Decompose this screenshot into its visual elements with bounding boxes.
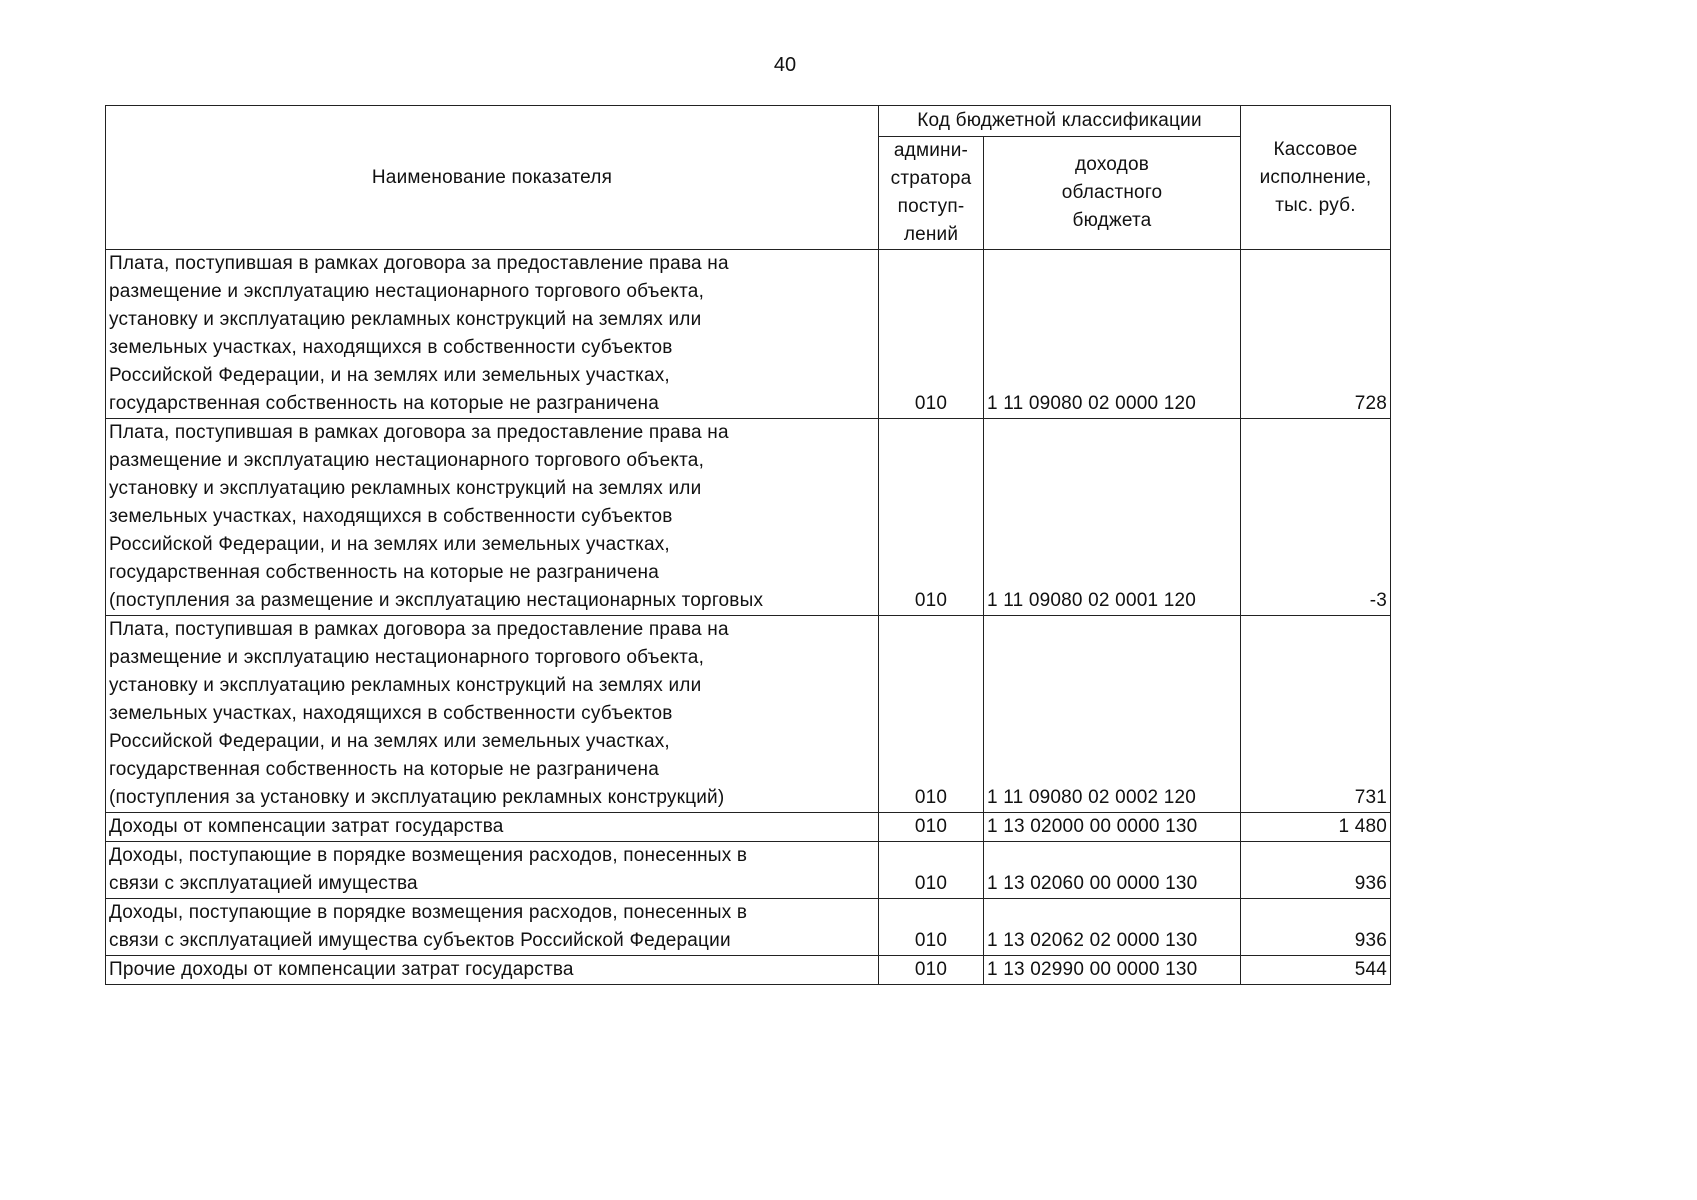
row-amount: 731 [1241,616,1391,813]
header-indicator-name: Наименование показателя [106,106,879,250]
row-indicator-name: Доходы, поступающие в порядке возмещения расходов, понесенных в связи с эксплуатацией имущества [106,842,879,899]
table-row [106,842,1391,899]
row-administrator-code: 010 [879,250,984,419]
table-row [106,616,1391,813]
row-indicator-name: Плата, поступившая в рамках договора за предоставление права на размещение и эксплуатацию нестационарного торгового объекта, установку и эксплуатацию рекламных конструкций на землях или земельных участках, находящихся в собственности субъектов Российской Федерации, и на землях или земельных участках, государственная собственность на которые не разграничена (поступления за установку и эксплуатацию рекламных конструкций) [106,616,879,813]
table-row [106,899,1391,956]
table-body [106,250,1391,985]
page-number: 40 [773,54,797,76]
header-cash-execution: Кассовое исполнение, тыс. руб. [1241,106,1391,250]
row-indicator-name [106,419,879,616]
row-indicator-name-text: Плата, поступившая в рамках договора за предоставление права на размещение и эксплуатацию нестационарного торгового объекта, установку и эксплуатацию рекламных конструкций на землях или земельных участках, находящихся в собственности субъектов Российской Федерации, и на землях или земельных участках, государственная собственность на которые не разграничена (поступления за размещение и эксплуатацию нестационарных торговых [109,422,764,611]
row-administrator-code: 010 [879,419,984,616]
row-revenue-code: 1 13 02000 00 0000 130 [984,813,1241,842]
row-revenue-code: 1 11 09080 02 0002 120 [984,616,1241,813]
row-administrator-code: 010 [879,899,984,956]
row-administrator-code: 010 [879,842,984,899]
row-amount: 728 [1241,250,1391,419]
row-revenue-code: 1 13 02062 02 0000 130 [984,899,1241,956]
row-amount: -3 [1241,419,1391,616]
row-revenue-code: 1 13 02060 00 0000 130 [984,842,1241,899]
table-header [106,106,1391,250]
row-revenue-code: 1 13 02990 00 0000 130 [984,956,1241,985]
budget-revenue-table [105,105,1391,985]
row-administrator-code: 010 [879,956,984,985]
row-amount: 936 [1241,899,1391,956]
header-regional-budget-revenue: доходов областного бюджета [984,137,1241,250]
row-indicator-name: Доходы, поступающие в порядке возмещения расходов, понесенных в связи с эксплуатацией имущества субъектов Российской Федерации [106,899,879,956]
row-amount: 1 480 [1241,813,1391,842]
row-revenue-code: 1 11 09080 02 0001 120 [984,419,1241,616]
table-row [106,813,1391,842]
row-indicator-name: Плата, поступившая в рамках договора за предоставление права на размещение и эксплуатацию нестационарного торгового объекта, установку и эксплуатацию рекламных конструкций на землях или земельных участках, находящихся в собственности субъектов Российской Федерации, и на землях или земельных участках, государственная собственность на которые не разграничена [106,250,879,419]
header-classification-code: Код бюджетной классификации [879,106,1241,137]
row-amount: 936 [1241,842,1391,899]
header-revenue-administrator: админи- стратора поступ- лений [879,137,984,250]
table-row [106,419,1391,616]
table-row [106,250,1391,419]
row-amount: 544 [1241,956,1391,985]
row-administrator-code: 010 [879,616,984,813]
row-revenue-code: 1 11 09080 02 0000 120 [984,250,1241,419]
row-administrator-code: 010 [879,813,984,842]
row-indicator-name: Доходы от компенсации затрат государства [106,813,879,842]
table-row [106,956,1391,985]
row-indicator-name: Прочие доходы от компенсации затрат государства [106,956,879,985]
